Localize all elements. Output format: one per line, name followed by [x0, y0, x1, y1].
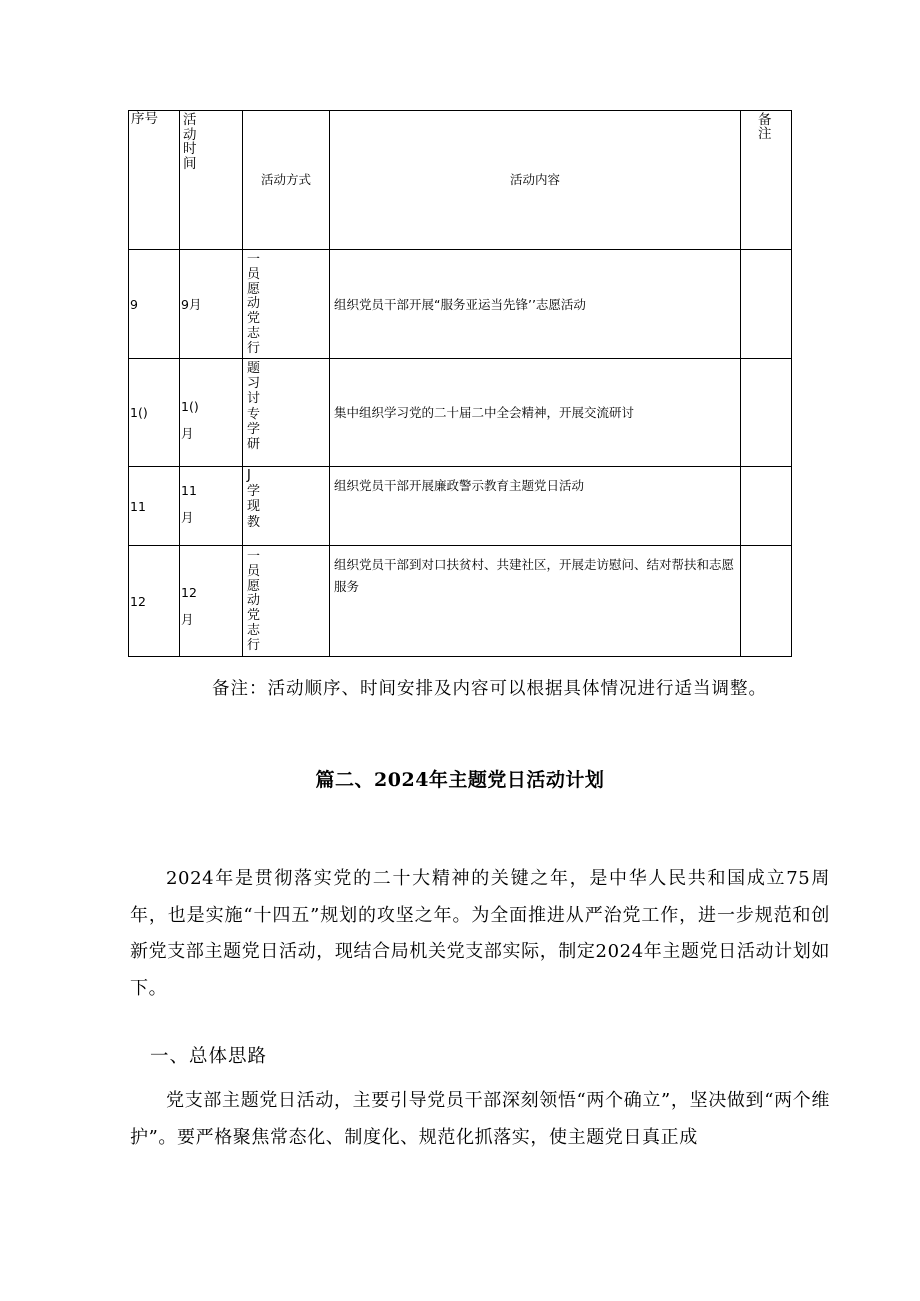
row-method: 一员愿动党志行	[247, 252, 261, 356]
table-note: 备注：活动顺序、时间安排及内容可以根据具体情况进行适当调整。	[212, 679, 767, 699]
paragraph-text: 2024年是贯彻落实党的二十大精神的关键之年，是中华人民共和国成立75周年，也是实施“十四五”规划的攻坚之年。为全面推进从严治党工作，进一步规范和创新党支部主题党日活动，现结合局机关党支部实际，制定2024年主题党日活动计划如下。	[130, 868, 830, 999]
table-border	[179, 110, 180, 657]
body-paragraph	[130, 861, 830, 1007]
table-border	[740, 110, 741, 657]
paragraph-text: 党支部主题党日活动，主要引导党员干部深刻领悟“两个确立”，坚决做到“两个维护”。要严格聚焦常态化、制度化、规范化抓落实，使主题党日真正成	[130, 1090, 830, 1148]
row-time: 11月	[181, 483, 197, 525]
table-border	[242, 110, 243, 657]
row-time: 1()月	[181, 399, 199, 441]
row-time: 12月	[181, 585, 197, 627]
header-remark: 备注	[758, 112, 772, 142]
header-content: 活动内容	[509, 172, 560, 187]
row-method: J学现教	[247, 468, 261, 530]
header-method: 活动方式	[260, 172, 311, 187]
heading-overall-approach: 一、总体思路	[150, 1046, 268, 1067]
row-seq: 9	[130, 297, 138, 312]
table-border	[128, 656, 792, 657]
row-seq: 12	[130, 594, 146, 609]
body-paragraph	[130, 1083, 830, 1156]
table-border	[128, 110, 129, 657]
table-border	[128, 249, 792, 250]
row-seq: 11	[130, 499, 146, 514]
table-border	[329, 110, 330, 657]
table-border	[128, 358, 792, 359]
row-content: 组织党员干部开展“服务亚运当先锋’’志愿活动	[334, 297, 586, 312]
row-content: 集中组织学习党的二十届二中全会精神，开展交流研讨	[334, 405, 635, 420]
section-title: 篇二、2024年主题党日活动计划	[315, 769, 605, 791]
row-content: 组织党员干部开展廉政警示教育主题党日活动	[334, 478, 585, 493]
table-border	[791, 110, 792, 657]
header-time: 活动时间	[183, 112, 197, 172]
table-border	[128, 110, 792, 111]
row-method: 题习讨专学研	[247, 361, 261, 453]
header-seq: 序号	[131, 111, 158, 127]
table-border	[128, 466, 792, 467]
row-time: 9月	[181, 297, 202, 312]
row-method: 一员愿动党志行	[247, 549, 261, 653]
row-seq: 1()	[130, 405, 148, 420]
table-border	[128, 545, 792, 546]
row-content: 组织党员干部到对口扶贫村、共建社区，开展走访慰问、结对帮扶和志愿服务	[334, 557, 735, 594]
